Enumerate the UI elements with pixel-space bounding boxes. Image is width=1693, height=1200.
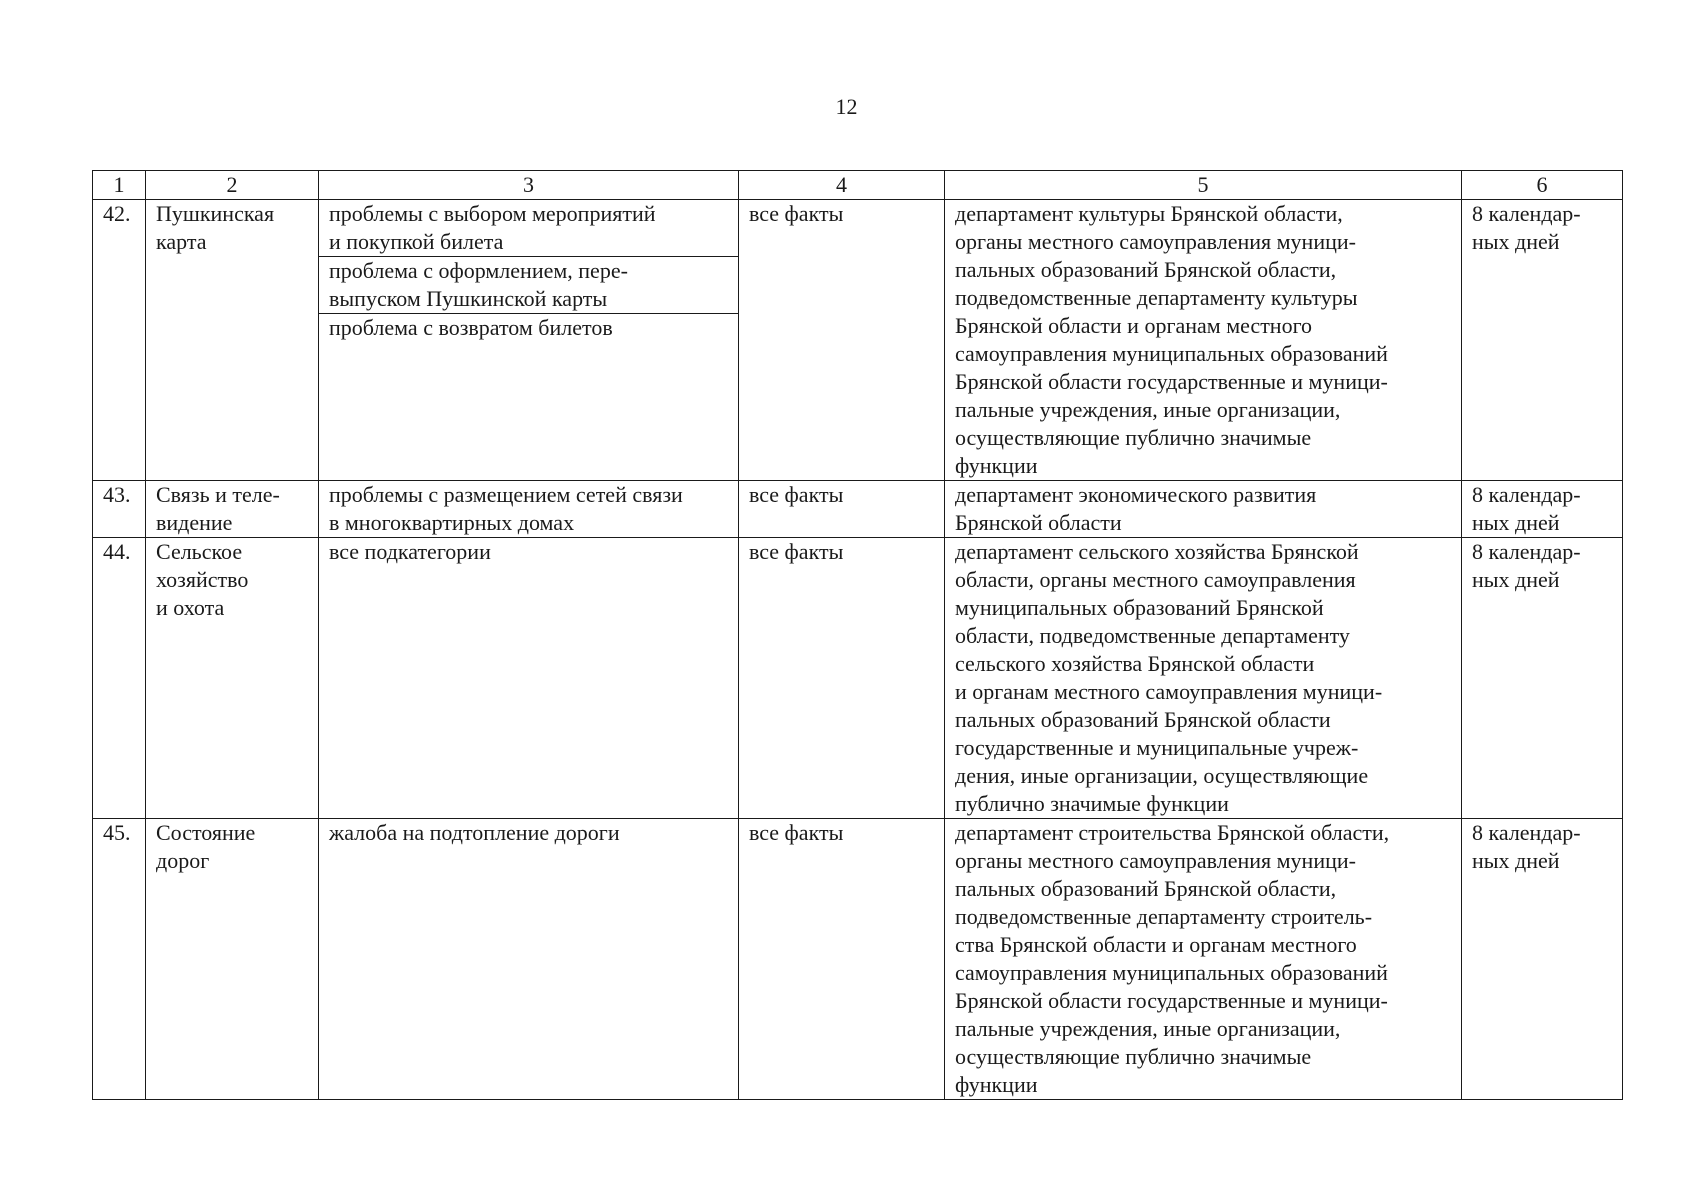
subcategory-text: жалоба на подтопление дороги [329, 820, 620, 845]
row-subcategories [319, 481, 739, 538]
row-term [1462, 538, 1623, 819]
category-text: Связь и теле- видение [156, 482, 280, 535]
table-row [93, 538, 1623, 819]
page-number: 12 [835, 94, 858, 119]
row-subcategories [319, 819, 739, 1100]
row-subcategories [319, 200, 739, 481]
row-executor [945, 200, 1462, 481]
subcategory-text: все подкатегории [329, 539, 491, 564]
row-facts: все факты [739, 819, 945, 1100]
row-number: 45. [93, 819, 146, 1100]
table-row [93, 481, 1623, 538]
subcategory-text: проблема с оформлением, пере- выпуском Пушкинской карты [329, 258, 628, 311]
row-category [146, 538, 319, 819]
subcategory-text: проблемы с выбором мероприятий и покупкой билета [329, 201, 656, 254]
subcategory-item [319, 200, 738, 257]
column-header-5: 5 [945, 171, 1462, 200]
column-header-4: 4 [739, 171, 945, 200]
subcategory-text: проблемы с размещением сетей связи в многоквартирных домах [329, 482, 683, 535]
row-facts: все факты [739, 481, 945, 538]
table-row [93, 200, 1623, 481]
row-executor [945, 481, 1462, 538]
executor-text: департамент экономического развития Брянской области [955, 482, 1317, 535]
row-category [146, 481, 319, 538]
row-facts: все факты [739, 200, 945, 481]
executor-text: департамент культуры Брянской области, органы местного самоуправления муници- пальных образований Брянской области, подведомственные департаменту культуры Брянской области и органам местного самоуправления муниципальных образований Брянской области государственные и муници- пальные учреждения, иные организации, осуществляющие публично значимые функции [955, 201, 1388, 478]
row-executor [945, 538, 1462, 819]
executor-text: департамент сельского хозяйства Брянской области, органы местного самоуправления муниципальных образований Брянской области, подведомственные департаменту сельского хозяйства Брянской области и органам местного самоуправления муници- пальных образований Брянской области государственные и муниципальные учреж- дения, иные организации, осуществляющие публично значимые функции [955, 539, 1383, 816]
row-number: 43. [93, 481, 146, 538]
table-row [93, 819, 1623, 1100]
subcategory-text: проблема с возвратом билетов [329, 315, 613, 340]
term-text: 8 календар- ных дней [1472, 482, 1581, 535]
category-text: Пушкинская карта [156, 201, 275, 254]
term-text: 8 календар- ных дней [1472, 820, 1581, 873]
row-executor [945, 819, 1462, 1100]
executor-text: департамент строительства Брянской области, органы местного самоуправления муници- пальных образований Брянской области, подведомственные департаменту строитель- ства Брянской области и органам местного самоуправления муниципальных образований Брянской области государственные и муници- пальные учреждения, иные организации, осуществляющие публично значимые функции [955, 820, 1390, 1097]
row-number: 44. [93, 538, 146, 819]
category-text: Сельское хозяйство и охота [156, 539, 249, 620]
row-category [146, 200, 319, 481]
document-table [92, 170, 1623, 1100]
row-term [1462, 200, 1623, 481]
subcategory-item [319, 314, 738, 342]
column-header-1: 1 [93, 171, 146, 200]
column-header-2: 2 [146, 171, 319, 200]
row-subcategories [319, 538, 739, 819]
row-term [1462, 819, 1623, 1100]
row-category [146, 819, 319, 1100]
row-number: 42. [93, 200, 146, 481]
row-term [1462, 481, 1623, 538]
row-facts: все факты [739, 538, 945, 819]
term-text: 8 календар- ных дней [1472, 539, 1581, 592]
term-text: 8 календар- ных дней [1472, 201, 1581, 254]
column-header-6: 6 [1462, 171, 1623, 200]
category-text: Состояние дорог [156, 820, 256, 873]
subcategory-item [319, 257, 738, 314]
column-header-3: 3 [319, 171, 739, 200]
table-header-row [93, 171, 1623, 200]
